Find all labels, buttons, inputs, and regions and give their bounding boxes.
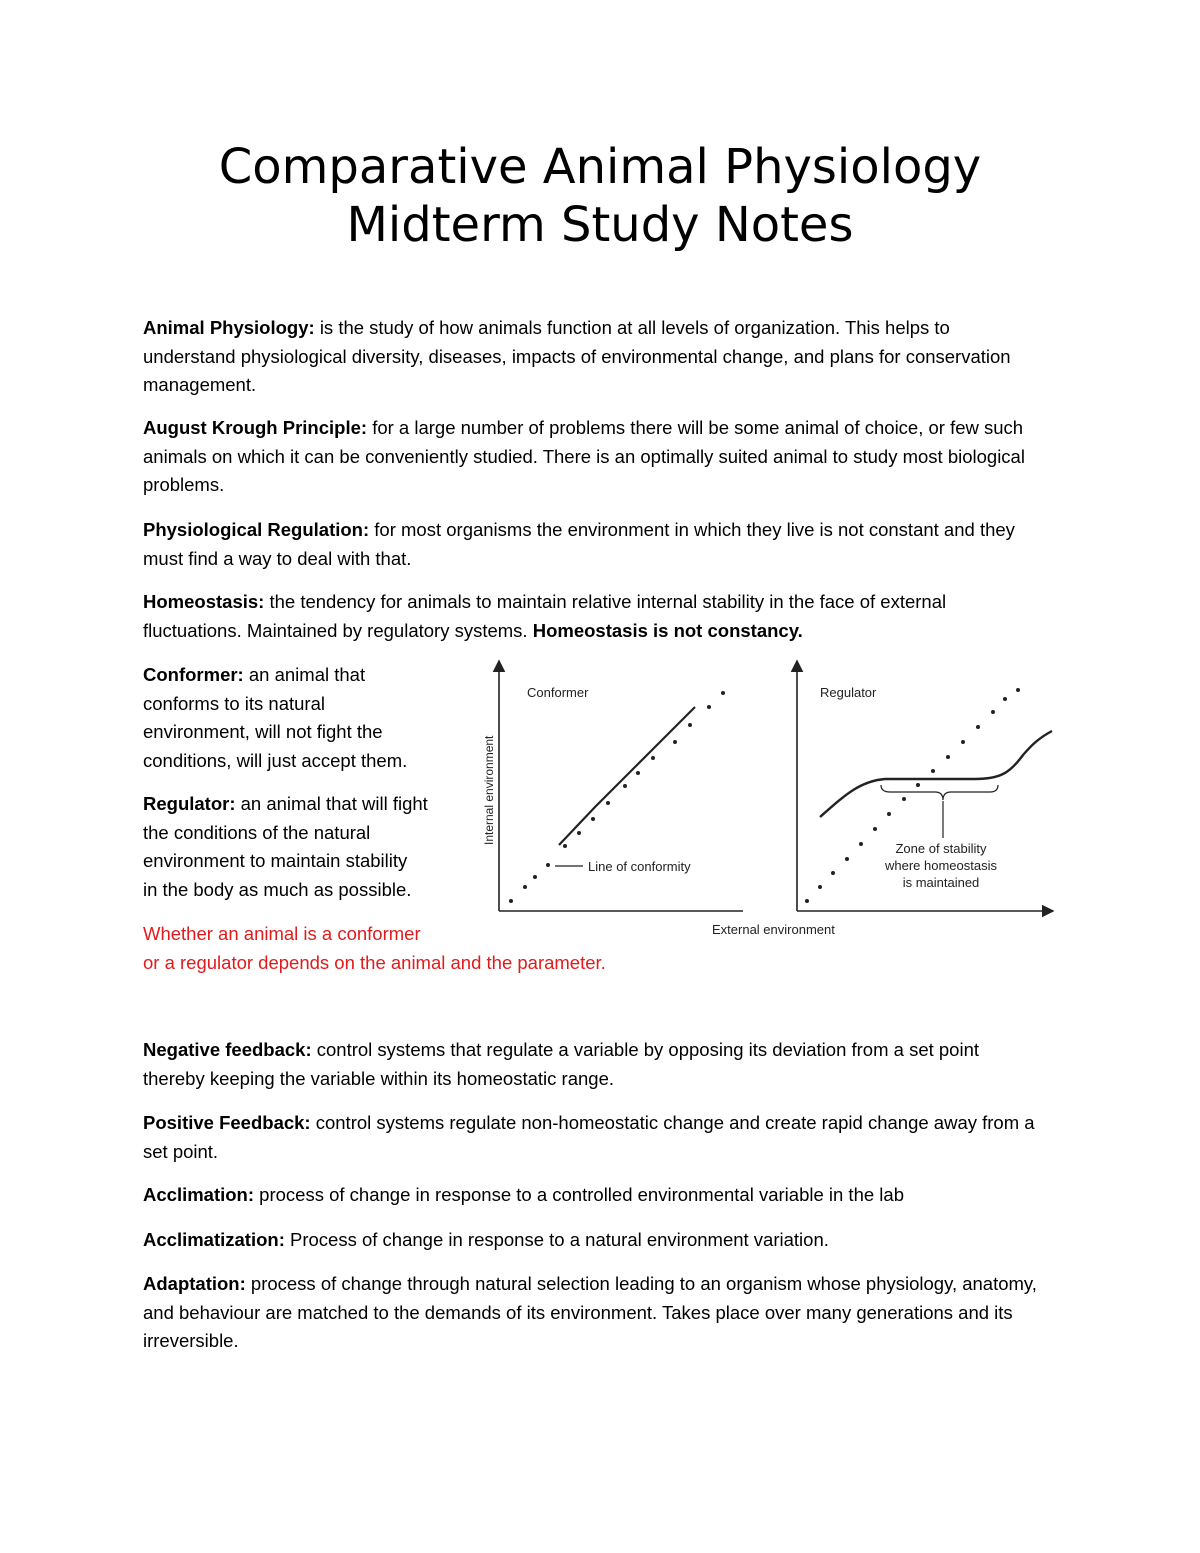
conformer-definition	[143, 661, 463, 775]
definition-term: Animal Physiology:	[143, 317, 315, 338]
definition-text: process of change through natural selection leading to an organism whose physiology, anatomy, and behaviour are matched to the demands of its environment. Takes place over many generations and its irreversible.	[143, 1273, 1037, 1351]
page-title	[0, 138, 1200, 254]
definition-text: for a large number of problems there will be some animal of choice, or few such animals on which it can be conveniently studied. There is an optimally suited animal to study most biological problems.	[143, 417, 1025, 495]
conformer-label: Conformer	[527, 685, 589, 700]
figure-svg	[475, 655, 1065, 945]
definition-text: process of change in response to a controlled environmental variable in the lab	[259, 1184, 904, 1205]
definition-text: for most organisms the environment in which they live is not constant and they must find a way to deal with that.	[143, 519, 1015, 569]
zone-brace	[881, 785, 998, 800]
definition-emphasis: Homeostasis is not constancy.	[532, 619, 803, 641]
definition-term: Adaptation:	[143, 1273, 246, 1294]
regulator-definition	[143, 790, 463, 904]
line-of-conformity	[559, 707, 695, 845]
definition-term: Conformer:	[143, 664, 244, 685]
note-line-1: Whether an animal is a conformer	[143, 923, 421, 944]
definition-term: Acclimation:	[143, 1184, 255, 1205]
definition-line: an animal that will fight	[240, 793, 428, 814]
adaptation-definition	[143, 1270, 1043, 1356]
acclimation-definition	[143, 1181, 1043, 1210]
definition-term: Negative feedback:	[143, 1039, 312, 1060]
definition-line: an animal that	[248, 664, 366, 685]
definition-term: Regulator:	[143, 793, 236, 814]
homeostasis-definition	[143, 588, 1043, 645]
definition-line: the conditions of the natural	[143, 821, 371, 843]
definition-text: control systems that regulate a variable by opposing its deviation from a set point thereby keeping the variable within its homeostatic range.	[143, 1039, 980, 1089]
negative-feedback-definition	[143, 1036, 1043, 1093]
krough-principle-definition	[143, 414, 1043, 500]
zone-label-line-1: Zone of stability	[895, 841, 987, 856]
title-line-2: Midterm Study Notes	[346, 197, 854, 253]
y-axis-label: Internal environment	[482, 735, 496, 845]
definition-text: Process of change in response to a natural environment variation.	[290, 1229, 829, 1250]
definition-term: Physiological Regulation:	[143, 519, 370, 540]
definition-line: in the body as much as possible.	[143, 878, 412, 900]
definition-line: conditions, will just accept them.	[143, 749, 408, 771]
physiological-regulation-definition	[143, 516, 1043, 573]
positive-feedback-definition	[143, 1109, 1043, 1166]
x-axis-label: External environment	[712, 922, 835, 937]
definition-text: is the study of how animals function at all levels of organization. This helps to understand physiological diversity, diseases, impacts of environmental change, and plans for conservation management.	[143, 317, 1011, 395]
title-line-1: Comparative Animal Physiology	[218, 139, 982, 195]
definition-line: environment, will not fight the	[143, 721, 383, 742]
animal-physiology-definition	[143, 314, 1043, 400]
zone-label-line-2: where homeostasis	[885, 858, 997, 873]
regulator-label: Regulator	[820, 685, 877, 700]
note-line-2: or a regulator depends on the animal and the parameter.	[143, 951, 606, 973]
acclimatization-definition	[143, 1226, 1043, 1255]
zone-label-line-3: is maintained	[902, 875, 980, 890]
definition-term: August Krough Principle:	[143, 417, 368, 438]
definition-term: Homeostasis:	[143, 591, 265, 612]
line-of-conformity-label: Line of conformity	[588, 859, 691, 874]
conformer-regulator-figure	[475, 655, 1065, 945]
definition-term: Acclimatization:	[143, 1229, 285, 1250]
definition-line: conforms to its natural	[143, 692, 325, 714]
definition-text: control systems regulate non-homeostatic change and create rapid change away from a set point.	[143, 1112, 1035, 1162]
definition-text: the tendency for animals to maintain relative internal stability in the face of external fluctuations. Maintained by regulatory systems.	[143, 591, 947, 641]
regulator-curve	[820, 731, 1052, 817]
definition-term: Positive Feedback:	[143, 1112, 311, 1133]
definition-line: environment to maintain stability	[143, 850, 408, 871]
